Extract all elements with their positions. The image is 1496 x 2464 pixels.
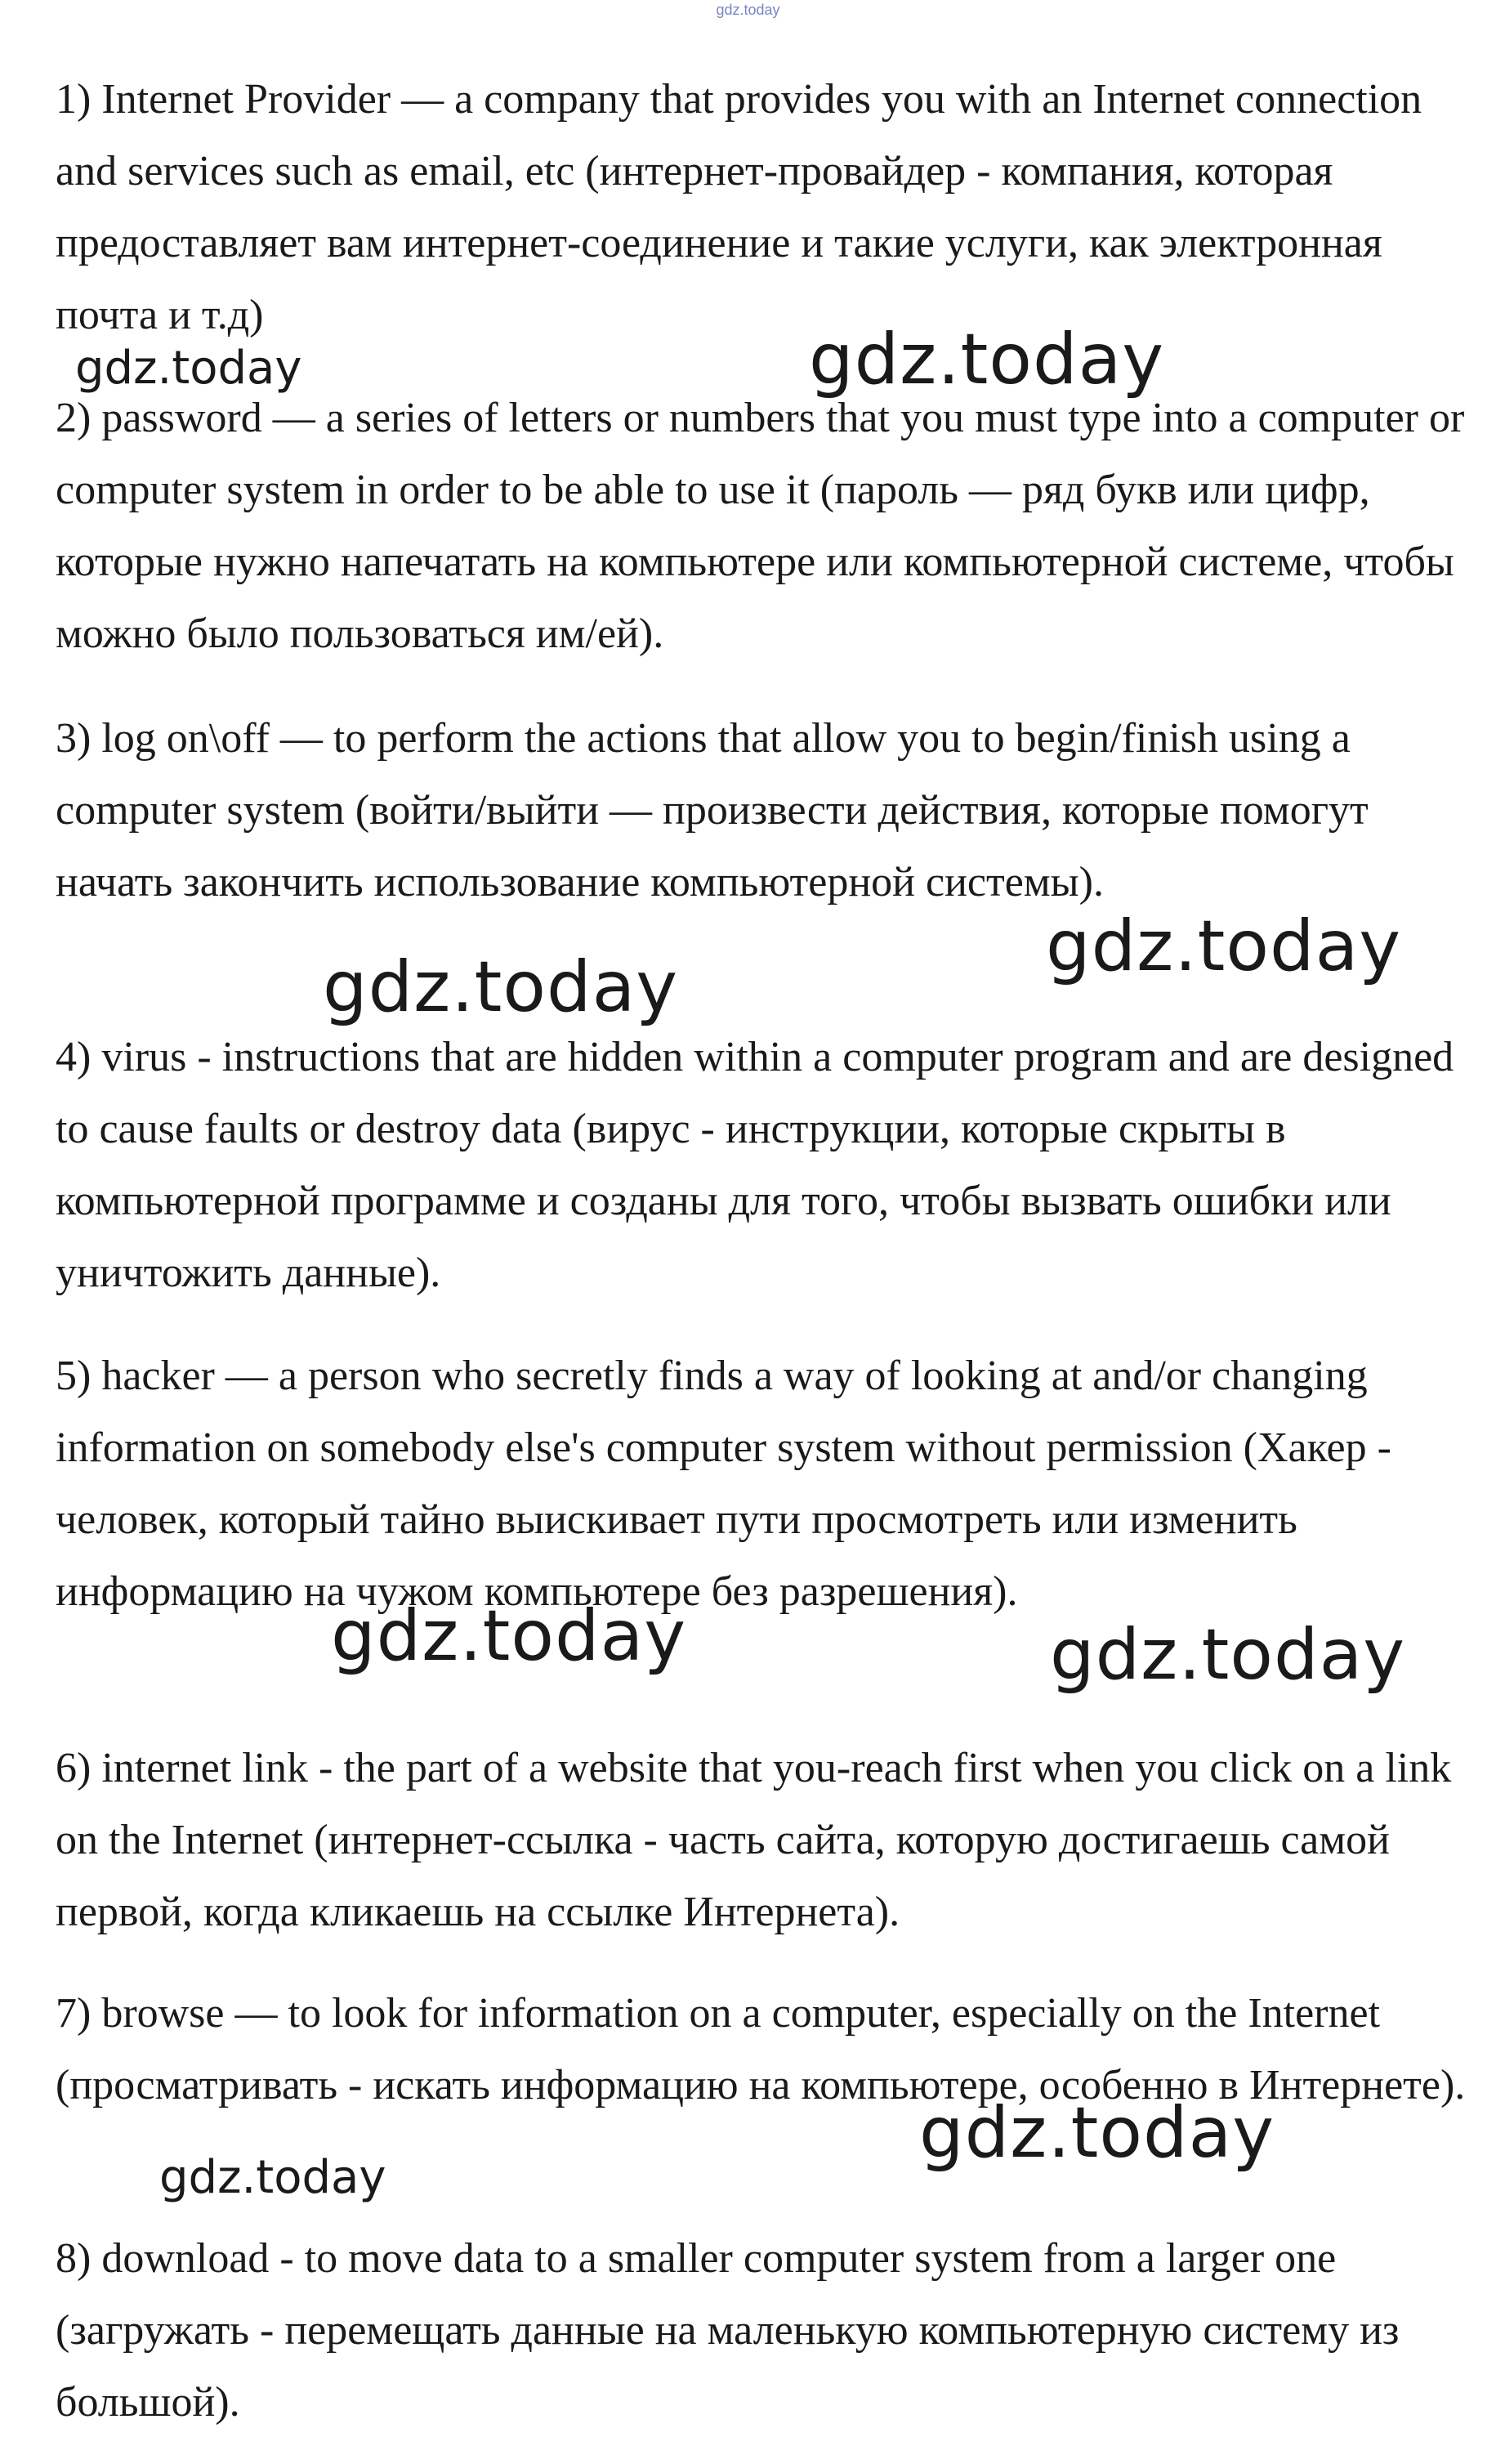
definition-paragraph-6: 6) internet link - the part of a website that you-reach first when you click on a link on the Internet (интернет-ссылка - часть сайта, которую достигаешь самой первой, когда кликаешь на ссылке Интернета). [56,1745,1452,1935]
definition-paragraph-7: 7) browse — to look for information on a computer, especially on the Internet (просматривать - искать информацию на компьютере, особенно в Интернете). [56,1990,1466,2108]
definition-paragraph-1: 1) Internet Provider — a company that provides you with an Internet connection and services such as email, etc (интернет-провайдер - компания, которая предоставляет вам интернет-соединение и такие услуги, как электронная почта и т.д) [56,76,1422,338]
definition-paragraph-8: 8) download - to move data to a smaller computer system from a larger one (загружать - перемещать данные на маленькую компьютерную систему из большой). [56,2235,1400,2426]
watermark: gdz.today [809,319,1165,400]
watermark: gdz.today [323,946,679,1028]
watermark: gdz.today [1050,1614,1406,1696]
watermark: gdz.today [1046,906,1402,987]
top-watermark: gdz.today [716,2,780,18]
watermark: gdz.today [919,2092,1275,2174]
watermark: gdz.today [331,1595,687,1677]
watermark: gdz.today [159,2151,386,2204]
definition-paragraph-4: 4) virus - instructions that are hidden within a computer program and are designed to cause faults or destroy data (вирус - инструкции, которые скрыты в компьютерной программе и созданы для того, чтобы вызвать ошибки или уничтожить данные). [56,1034,1454,1296]
definition-paragraph-5: 5) hacker — a person who secretly finds a way of looking at and/or changing information on somebody else's computer system without permission (Хакер - человек, который тайно выискивает пути просмотреть или изменить информацию на чужом компьютере без разрешения). [56,1353,1391,1615]
definition-paragraph-2: 2) password — a series of letters or numbers that you must type into a computer or computer system in order to be able to use it (пароль — ряд букв или цифр, которые нужно напечатать на компьютере или компьютерной системе, чтобы можно было пользоваться им/ей). [56,395,1465,657]
definition-paragraph-3: 3) log on\off — to perform the actions that allow you to begin/finish using a computer system (войти/выйти — произвести действия, которые помогут начать закончить использование компьютерной системы). [56,715,1369,906]
watermark: gdz.today [75,342,302,395]
